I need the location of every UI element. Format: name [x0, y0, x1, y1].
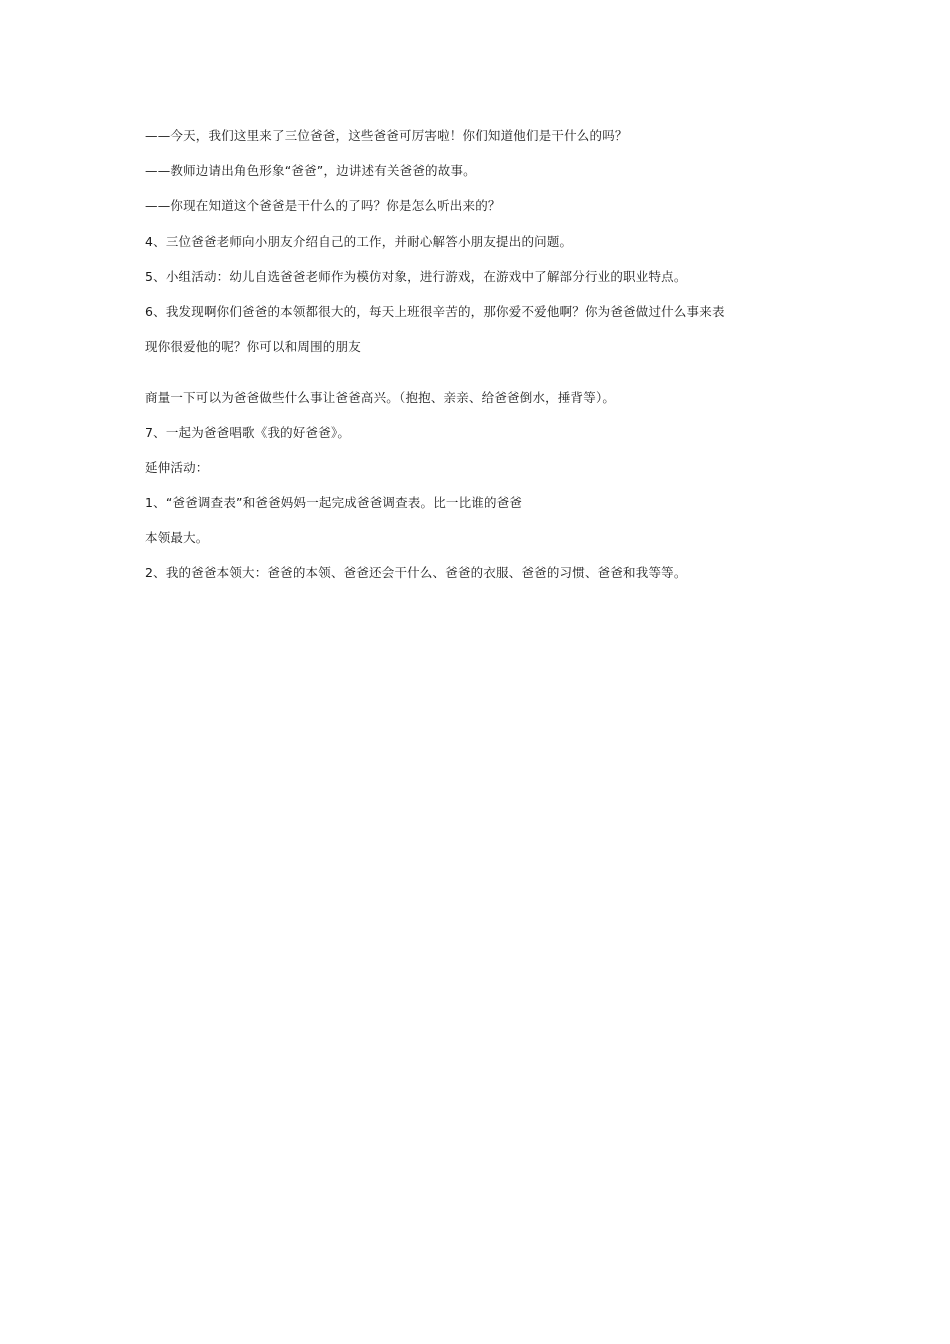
text-line: 5、小组活动：幼儿自选爸爸老师作为模仿对象，进行游戏，在游戏中了解部分行业的职业特点。 [145, 269, 687, 284]
text-line: ——你现在知道这个爸爸是干什么的了吗？你是怎么听出来的？ [145, 198, 501, 213]
section-heading: 延伸活动： [145, 460, 209, 475]
text-line: 商量一下可以为爸爸做些什么事让爸爸高兴。（抱抱、亲亲、给爸爸倒水，捶背等）。 [145, 390, 616, 405]
text-line: 现你很爱他的呢？你可以和周围的朋友 [145, 339, 361, 354]
text-line: 7、一起为爸爸唱歌《我的好爸爸》。 [145, 425, 351, 440]
text-line: 1、“爸爸调查表”和爸爸妈妈一起完成爸爸调查表。比一比谁的爸爸 [145, 495, 523, 510]
text-line: ——教师边请出角色形象“爸爸”，边讲述有关爸爸的故事。 [145, 163, 476, 178]
text-line: 4、三位爸爸老师向小朋友介绍自己的工作，并耐心解答小朋友提出的问题。 [145, 234, 573, 249]
text-line: ——今天，我们这里来了三位爸爸，这些爸爸可厉害啦！你们知道他们是干什么的吗？ [145, 128, 628, 143]
text-line: 本领最大。 [145, 530, 209, 545]
text-line: 2、我的爸爸本领大：爸爸的本领、爸爸还会干什么、爸爸的衣服、爸爸的习惯、爸爸和我等等。 [145, 565, 687, 580]
text-line: 6、我发现啊你们爸爸的本领都很大的，每天上班很辛苦的，那你爱不爱他啊？你为爸爸做过什么事来表 [145, 304, 725, 319]
